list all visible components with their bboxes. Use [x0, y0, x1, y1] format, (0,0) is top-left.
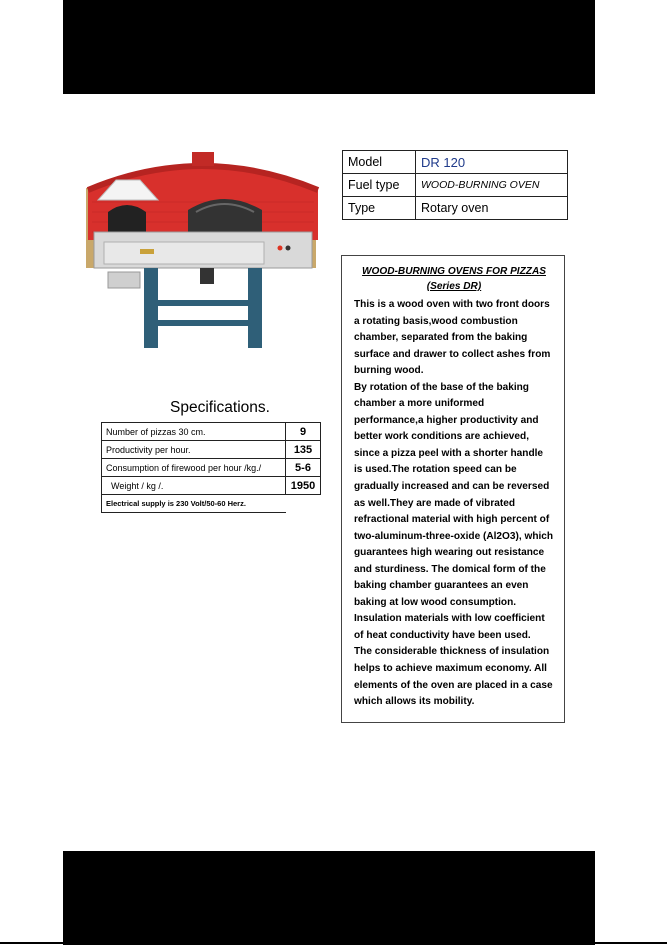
spec-label: Consumption of firewood per hour /kg./	[102, 459, 286, 477]
spec-value: 5-6	[286, 459, 321, 477]
spec-row	[102, 459, 321, 477]
spec-value: 135	[286, 441, 321, 459]
description-title: WOOD-BURNING OVENS FOR PIZZAS (Series DR)	[362, 266, 546, 292]
specifications-heading: Specifications.	[170, 399, 270, 416]
model-label: Model	[343, 151, 416, 174]
spec-value: 9	[286, 423, 321, 441]
description-box	[341, 255, 565, 723]
model-info-table	[342, 150, 568, 220]
bottom-black-bar	[63, 851, 595, 945]
type-label: Type	[343, 197, 416, 220]
spec-row	[102, 477, 321, 495]
spec-label: Productivity per hour.	[102, 441, 286, 459]
type-value: Rotary oven	[416, 197, 568, 220]
bottom-rule	[0, 942, 667, 944]
description-body: This is a wood oven with two front doors a rotating basis,wood combustion chamber, separated from the baking surface and drawer to collect ashes from burning wood. By rotation of the base of the baking chamber a more uniformed performance,a higher productivity and better work conditions are achieved, since a pizza peel with a shorter handle is used.The rotation speed can be gradually increased and can be reversed as well.They are made of vibrated refractional material with high percent of two-aluminum-three-oxide (Al2O3), which guarantees high wearing out resistance and sturdiness. The domical form of the baking chamber guarantees an even baking at low wood consumption. Insulation materials with low coefficient of heat conductivity have been used. The considerable thickness of insulation helps to achieve maximum economy. All elements of the oven are placed in a case which allows its mobility.	[354, 299, 554, 708]
type-row	[343, 197, 568, 220]
fuel-type-label: Fuel type	[343, 174, 416, 197]
spec-note-row	[102, 495, 321, 513]
spec-row	[102, 441, 321, 459]
spec-label: Weight / kg /.	[102, 477, 286, 495]
model-value: DR 120	[416, 151, 568, 174]
spec-label: Number of pizzas 30 cm.	[102, 423, 286, 441]
fuel-type-value: WOOD-BURNING OVEN	[416, 174, 568, 197]
wood-oven-illustration	[82, 150, 327, 355]
electrical-supply-note: Electrical supply is 230 Volt/50-60 Herz.	[102, 495, 286, 513]
fuel-type-row	[343, 174, 568, 197]
top-black-bar	[63, 0, 595, 94]
specifications-table	[101, 422, 321, 513]
model-row	[343, 151, 568, 174]
spec-row	[102, 423, 321, 441]
spec-value: 1950	[286, 477, 321, 495]
